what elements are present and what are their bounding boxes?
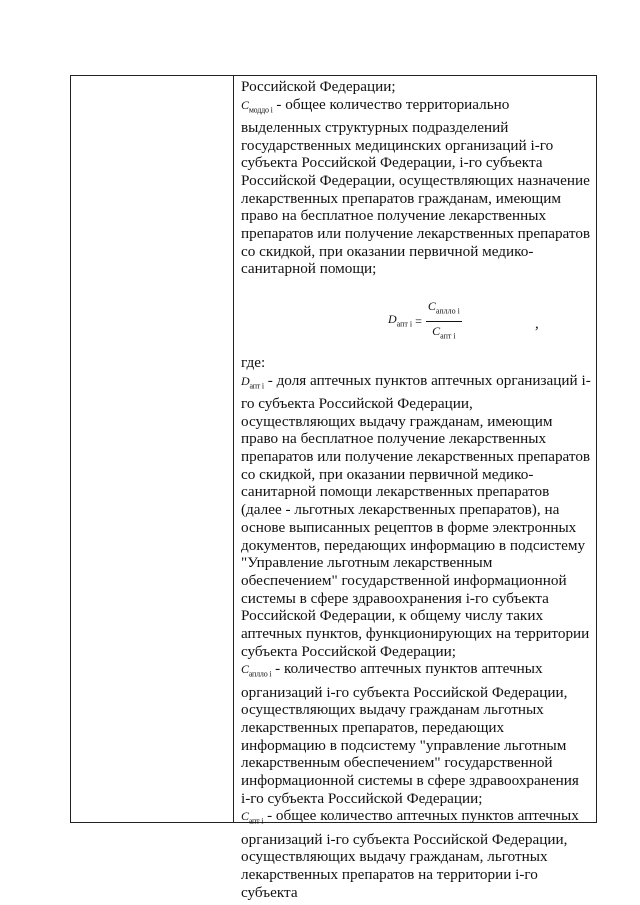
formula-equals: =	[415, 313, 422, 328]
continuation-line: Российской Федерации;	[241, 78, 396, 95]
definition-d-apt: $D_{апт i}$ - доля аптечных пунктов аптечных организаций i-го субъекта Российской Федерации, осуществляющих выдачу гражданам, имеющим право на бесплатное получение лекарственных препаратов или получение лекарственных препаратов со скидкой, при оказании первичной медико-санитарной помощи лекарственных препаратов (далее - льготных лекарственных препаратов), на основе выписанных рецептов в форме электронных документов, передающих информацию в подсистему "Управление льготным лекарственным обеспечением" государственной информационной системы в сфере здравоохранения i-го субъекта Российской Федерации, к общему числу таких аптечных пунктов, функционирующих на территории субъекта Российской Федерации;	[241, 371, 591, 660]
definition-c-apllo: $C_{аплло i}$ - количество аптечных пунктов аптечных организаций i-го субъекта Российской Федерации, осуществляющих выдачу гражданам льготных лекарственных препаратов, передающих информацию в подсистему "управление льготным лекарственным обеспечением" государственной информационной системы в сфере здравоохранения i-го субъекта Российской Федерации;	[241, 660, 579, 807]
formula-expression	[388, 298, 462, 345]
formula-denominator: $C_{апт i}$	[432, 324, 456, 341]
formula-comma: ,	[535, 316, 539, 333]
formula-lhs: $D_{апт i}$	[388, 311, 413, 329]
document-table	[70, 75, 597, 901]
symbol-d-apt: $D_{апт i}$	[241, 373, 264, 391]
definition-c-apt: $C_{апт i}$ - общее количество аптечных пунктов аптечных организаций i-го субъекта Российской Федерации, осуществляющих выдачу гражданам, льготных лекарственных препаратов на территории i-го субъекта	[241, 807, 579, 901]
where-label: где:	[241, 354, 266, 372]
definition-c-moddo: $C_{моддо i}$ - общее количество территориально выделенных структурных подразделений государственных медицинских организаций i-го субъекта Российской Федерации, i-го субъекта Российской Федерации, осуществляющих назначение лекарственных препаратов гражданам, имеющим право на бесплатное получение лекарственных препаратов или получение лекарственных препаратов со скидкой, при оказании первичной медико-санитарной помощи;	[241, 95, 591, 278]
formula-numerator: $C_{аплло i}$	[426, 298, 462, 322]
formula-block	[241, 278, 591, 354]
column-divider	[233, 76, 234, 822]
table-right-cell	[241, 78, 591, 901]
symbol-c-apllo: $C_{аплло i}$	[241, 662, 272, 679]
formula-fraction	[426, 298, 462, 345]
symbol-c-apt: $C_{апт i}$	[241, 809, 264, 826]
table-left-column	[71, 76, 233, 822]
symbol-c-moddo: $C_{моддо i}$	[241, 97, 273, 115]
